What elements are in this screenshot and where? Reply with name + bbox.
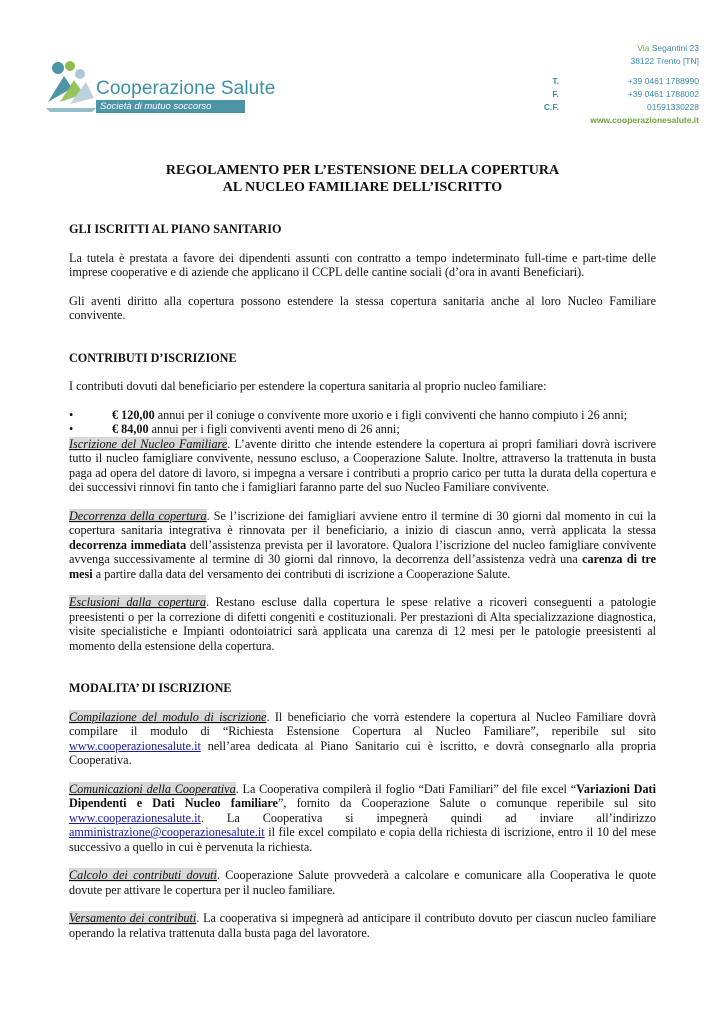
tax-code-row: C.F. 01591330228 <box>543 102 699 112</box>
website-link[interactable]: www.cooperazionesalute.it <box>69 810 201 825</box>
keyword: Calcolo dei contributi dovuti <box>69 868 217 882</box>
keyword: Compilazione del modulo di iscrizione <box>69 709 267 724</box>
website-link[interactable]: www.cooperazionesalute.it <box>69 738 201 753</box>
phone-row: T. +39 0461 1788990 <box>552 76 699 86</box>
document-body <box>69 222 656 940</box>
fax-value: +39 0461 1788002 <box>627 89 699 99</box>
address-city: Trento [TN] <box>656 56 699 66</box>
keyword: Versamento dei contributi <box>69 911 197 925</box>
list-item: • € 120,00 annui per il coniuge o convivente more uxorio e i figli conviventi che hanno compiuto i 26 anni; <box>69 407 628 422</box>
website-link[interactable]: www.cooperazionesalute.it <box>590 115 699 125</box>
contact-block <box>543 42 699 127</box>
email-link[interactable]: amministrazione@cooperazionesalute.it <box>69 825 265 839</box>
paragraph: Decorrenza della copertura. Se l’iscrizione dei famigliari avviene entro il termine di 30 giorni dal momento in cui la copertura sanitaria integrativa è rinnovata per il beneficiario, a inizio di ciascun anno, verrà applicata la stessa decorrenza immediata dell’assistenza prevista per il lavoratore. Qualora l’iscrizione del nucleo famigliare convivente avvenga successivamente al termine di 30 giorni dal rinnovo, la decorrenza dell’assistenza vedrà una carenza di tre mesi a partire dalla data del versamento dei contributi di iscrizione a Cooperazione Salute. <box>69 508 656 581</box>
logo-name: Cooperazione Salute <box>96 78 276 99</box>
tax-code-value: 01591330228 <box>646 102 699 112</box>
section-heading: GLI ISCRITTI AL PIANO SANITARIO <box>69 222 282 236</box>
address-label: Via <box>637 43 650 53</box>
keyword: Esclusioni dalla copertura <box>69 595 207 609</box>
paragraph: La tutela è prestata a favore dei dipendenti assunti con contratto a tempo indeterminato full-time e part-time delle imprese cooperative e di aziende che applicano il CCPL delle cantine sociali (d’ora in avanti Beneficiari). <box>69 250 656 279</box>
phone-value: +39 0461 1788990 <box>627 76 699 86</box>
paragraph: I contributi dovuti dal beneficiario per estendere la copertura sanitaria al proprio nucleo familiare: <box>69 379 547 393</box>
section-heading: CONTRIBUTI D’ISCRIZIONE <box>69 350 237 365</box>
keyword: Iscrizione del Nucleo Familiare <box>69 436 228 451</box>
logo-tagline: Società di mutuo soccorso <box>96 100 245 113</box>
company-logo <box>44 58 276 114</box>
list-item: • € 84,00 annui per i figli conviventi aventi meno di 26 anni; <box>69 422 400 436</box>
document-title: REGOLAMENTO PER L’ESTENSIONE DELLA COPERTURA AL NUCLEO FAMILIARE DELL’ISCRITTO <box>165 163 560 195</box>
contribution-list <box>69 408 656 437</box>
paragraph: Esclusioni dalla copertura. Restano escluse dalla copertura le spese relative a ricoveri conseguenti a patologie preesistenti o per la correzione di difetti congeniti e costituzionali. Per prestazioni di Alta specializzazione diagnostica, visite specialistiche e Impianti odontoiatrici sarà applicata una carenza di 12 mesi per le patologie preesistenti al momento della estensione della copertura. <box>69 595 656 653</box>
paragraph: Compilazione del modulo di iscrizione. Il beneficiario che vorrà estendere la copertura al Nucleo Familiare dovrà compilare il modulo di “Richiesta Estensione Copertura al Nucleo Familiare”, reperibile sul sito www.cooperazionesalute.it nell’area dedicata al Piano Sanitario cui è iscritto, e dovrà consegnarlo alla propria Cooperativa. <box>69 709 656 767</box>
fax-row: F. +39 0461 1788002 <box>552 89 699 99</box>
paragraph: Comunicazioni della Cooperativa. La Cooperativa compilerà il foglio “Dati Familiari” del file excel “Variazioni Dati Dipendenti e Dati Nucleo familiare”, fornito da Cooperazione Salute o comunque reperibile sul sito www.cooperazionesalute.it. La Cooperativa si impegnerà quindi ad inviare all’indirizzo amministrazione@cooperazionesalute.it il file excel compilato e copia della richiesta di iscrizione, entro il 10 del mese successivo a quello in cui è pervenuta la richiesta. <box>69 781 657 854</box>
address-street: Segantini 23 <box>651 43 699 53</box>
section-heading: MODALITA’ DI ISCRIZIONE <box>69 681 232 695</box>
paragraph: Versamento dei contributi. La cooperativa si impegnerà ad anticipare il contributo dovuto per ciascun nucleo familiare operando la relativa trattenuta dalla busta paga del lavoratore. <box>69 911 656 940</box>
keyword: Comunicazioni della Cooperativa <box>69 781 236 796</box>
paragraph: Calcolo dei contributi dovuti. Cooperazione Salute provvederà a calcolare e comunicare alla Cooperativa le quote dovute per attivare le copertura per il nucleo familiare. <box>69 868 657 897</box>
paragraph: Iscrizione del Nucleo Familiare. L’avente diritto che intende estendere la copertura ai propri familiari dovrà iscrivere tutto il nucleo famigliare convivente, nessuno escluso, a Cooperazione Salute. Inoltre, attraverso la trattenuta in busta paga ad opera del datore di lavoro, si impegna a versare i contributi a proprio carico per tutta la durata della copertura e dei successivi rinnovi fin tanto che i famigliari faranno parte del suo Nucleo Familiare convivente. <box>69 436 656 494</box>
paragraph: Gli aventi diritto alla copertura possono estendere la stessa copertura sanitaria anche al loro Nucleo Familiare convivente. <box>69 293 656 322</box>
keyword: Decorrenza della copertura <box>69 508 207 523</box>
address-zip: 38122 <box>630 56 655 66</box>
people-logo-icon <box>44 58 100 112</box>
